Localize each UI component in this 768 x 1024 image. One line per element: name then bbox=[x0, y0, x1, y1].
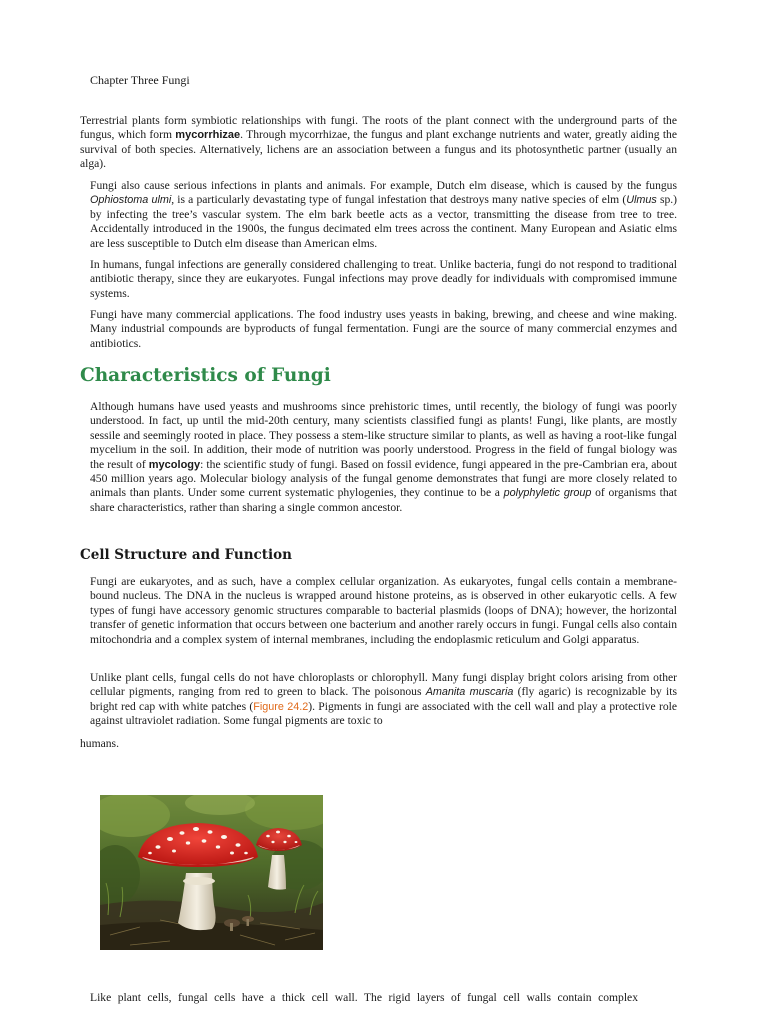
fly-agaric-mushroom-photo bbox=[100, 795, 323, 950]
heading-cell-structure-and-function: Cell Structure and Function bbox=[80, 547, 292, 563]
species-ophiostoma-ulmi: Ophiostoma ulmi bbox=[90, 194, 172, 207]
text-run: Although humans have used yeasts and mushrooms since prehistoric times, until recently, the biology of fungi was poorly understood. In fact, up until the mid-20th century, many scientists classified fungi as plants! Fungi, like plants, are mostly sessile and seemingly rooted in place. They possess a stem-like structure similar to plants, as well as having a root-like fungal mycelium in the soil. In addition, their mode of nutrition was poorly understood. Progress in the field of fungal biology was the result of bbox=[90, 400, 677, 471]
paragraph-pigments bbox=[90, 671, 677, 729]
paragraph-fungal-biology bbox=[90, 400, 677, 515]
paragraph-eukaryotic-organization: Fungi are eukaryotes, and as such, have a complex cellular organization. As eukaryotes, fungal cells contain a membrane-bound nucleus. The DNA in the nucleus is wrapped around histone proteins, as is observed in other eukaryotic cells. A few types of fungi have accessory genomic structures comparable to bacterial plasmids (loops of DNA); however, the horizontal transfer of genetic information that occurs between one bacterium and another rarely occurs in fungi. Fungal cells also contain mitochondria and a complex system of internal membranes, including the endoplasmic reticulum and Golgi apparatus. bbox=[90, 575, 677, 646]
text-run: . Through mycorrhizae, the fungus and plant exchange nutrients and water, greatly aiding the survival of both species. Alternatively, lichens are an association between a fungus and its photosynthetic partner (usually an alga). bbox=[80, 128, 677, 171]
paragraph-mycorrhizae bbox=[80, 114, 677, 172]
text-run: Unlike plant cells, fungal cells do not have chloroplasts or chlorophyll. Many fungi display bright colors arising from other cellular pigments, ranging from red to green to black. The poisonous bbox=[90, 671, 677, 699]
paragraph-cell-wall-start: Like plant cells, fungal cells have a thick cell wall. The rigid layers of fungal cell walls contain complex bbox=[90, 991, 638, 1004]
species-amanita-muscaria: Amanita muscaria bbox=[425, 686, 514, 699]
text-run: sp.) by infecting the tree’s vascular system. The elm bark beetle acts as a vector, transmitting the disease from tree to tree. Accidentally introduced in the 1900s, the fungus decimated elm trees across the continent. Many European and Asiatic elms are less susceptible to Dutch elm disease than American elms. bbox=[90, 193, 678, 250]
text-run: : the scientific study of fungi. Based on fossil evidence, fungi appeared in the pre-Cambrian era, about 450 million years ago. Molecular biology analysis of the fungal genome demonstrates that fungi are more closely related to animals than plants. Under some current systematic phylogenies, they continue to be a bbox=[90, 457, 678, 500]
paragraph-human-infections: In humans, fungal infections are generally considered challenging to treat. Unlike bacteria, fungi do not respond to traditional antibiotic therapy, since they are eukaryotes. Fungal infections may prove deadly for individuals with compromised immune systems. bbox=[90, 258, 677, 300]
running-head: Chapter Three Fungi bbox=[90, 73, 190, 87]
figure-24-2-link[interactable]: Figure 24.2 bbox=[253, 700, 309, 713]
text-run: ). Pigments in fungi are associated with the cell wall and play a protective role against ultraviolet radiation. Some fungal pigments are toxic to bbox=[90, 699, 677, 728]
text-run: (fly agaric) is recognizable by its bright red cap with white patches ( bbox=[90, 685, 677, 713]
heading-characteristics-of-fungi: Characteristics of Fungi bbox=[80, 365, 331, 386]
paragraph-tail: humans. bbox=[80, 737, 119, 750]
term-polyphyletic-group: polyphyletic group bbox=[503, 487, 592, 500]
term-mycology: mycology bbox=[148, 458, 201, 471]
paragraph-commercial-applications: Fungi have many commercial applications. The food industry uses yeasts in baking, brewing, and cheese and wine making. Many industrial compounds are byproducts of fungal fermentation. Fungi are the source of many commercial enzymes and antibiotics. bbox=[90, 308, 677, 350]
text-run: , is a particularly devastating type of fungal infestation that destroys many native species of elm ( bbox=[171, 193, 627, 207]
species-ulmus: Ulmus bbox=[626, 194, 657, 207]
text-run: Terrestrial plants form symbiotic relationships with fungi. The roots of the plant connect with the underground parts of the fungus, which form bbox=[80, 114, 677, 142]
term-mycorrhizae: mycorrhizae bbox=[175, 129, 241, 142]
text-run: of organisms that share characteristics, rather than sharing a single common ancestor. bbox=[90, 486, 677, 514]
text-run: Fungi also cause serious infections in plants and animals. For example, Dutch elm disease, which is caused by the fungus bbox=[90, 179, 677, 192]
paragraph-dutch-elm-disease bbox=[90, 179, 677, 251]
